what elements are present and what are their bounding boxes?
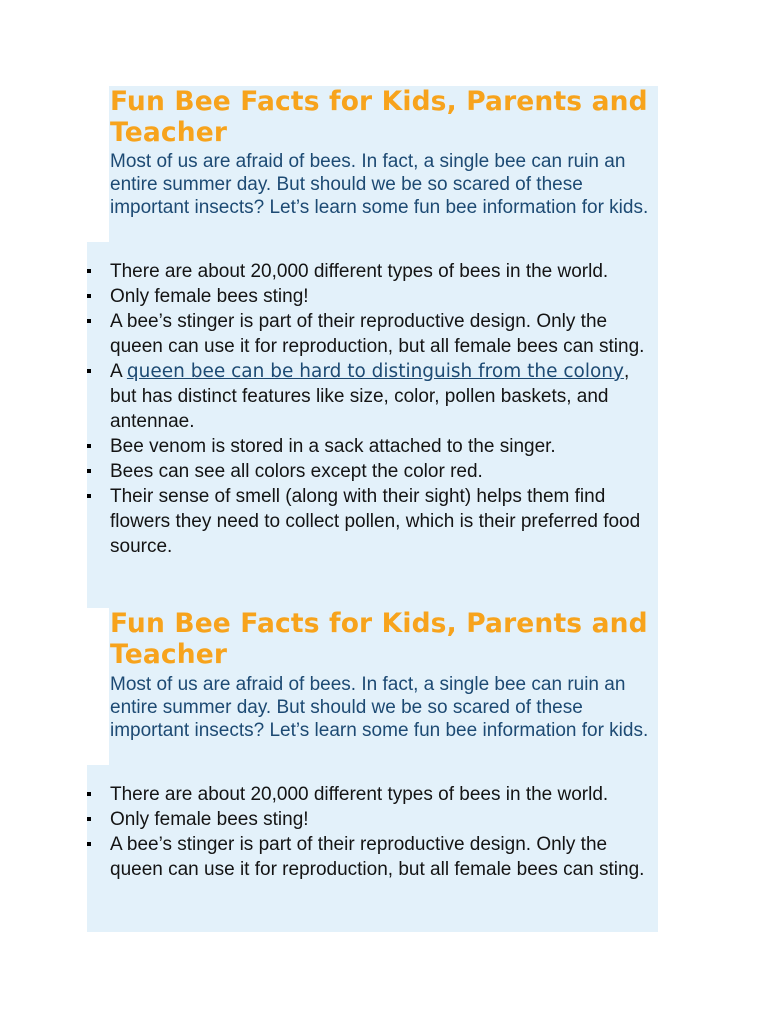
bullet-icon [87,469,91,473]
fact-text: A bee’s stinger is part of their reproductive design. Only the queen can use it for reproduction, but all female bees can sting. [110,311,645,357]
list-item [0,807,650,832]
list-item [0,309,650,359]
fact-text: Their sense of smell (along with their sight) helps them find flowers they need to collect pollen, which is their preferred food source. [110,486,641,557]
bullet-icon [87,494,91,498]
fact-text: Bee venom is stored in a sack attached to the singer. [110,436,556,457]
list-item [0,459,650,484]
list-item [0,484,650,559]
intro-paragraph: Most of us are afraid of bees. In fact, a single bee can ruin an entire summer day. But should we be so scared of these important insects? Let’s learn some fun bee information for kids. [110,674,649,741]
list-item [0,284,650,309]
bullet-icon [87,444,91,448]
bullet-icon [87,294,91,298]
bullet-icon [87,792,91,796]
facts-list [0,782,660,882]
fact-text: Bees can see all colors except the color red. [110,461,483,482]
fact-text: There are about 20,000 different types of bees in the world. [110,261,609,282]
fact-suffix: , but has distinct features like size, color, pollen baskets, and antennae. [110,361,630,432]
bullet-icon [87,269,91,273]
bullet-icon [87,369,91,373]
list-item [0,359,650,434]
facts-list [0,259,660,559]
bullet-icon [87,842,91,846]
bullet-icon [87,817,91,821]
queen-bee-link[interactable]: queen bee can be hard to distinguish from the colony [126,361,624,382]
intro-paragraph: Most of us are afraid of bees. In fact, a single bee can ruin an entire summer day. But should we be so scared of these important insects? Let’s learn some fun bee information for kids. [110,151,649,218]
fact-text: There are about 20,000 different types of bees in the world. [110,784,609,805]
list-item [0,832,650,882]
page-title: Fun Bee Facts for Kids, Parents and Teacher [110,86,648,148]
fact-prefix: A [110,361,127,382]
fact-text: A bee’s stinger is part of their reproductive design. Only the queen can use it for reproduction, but all female bees can sting. [110,834,645,880]
bullet-icon [87,319,91,323]
list-item [0,782,650,807]
list-item [0,259,650,284]
fact-text: Only female bees sting! [110,286,309,307]
list-item [0,434,650,459]
page-title: Fun Bee Facts for Kids, Parents and Teacher [110,608,648,670]
fact-text: Only female bees sting! [110,809,309,830]
